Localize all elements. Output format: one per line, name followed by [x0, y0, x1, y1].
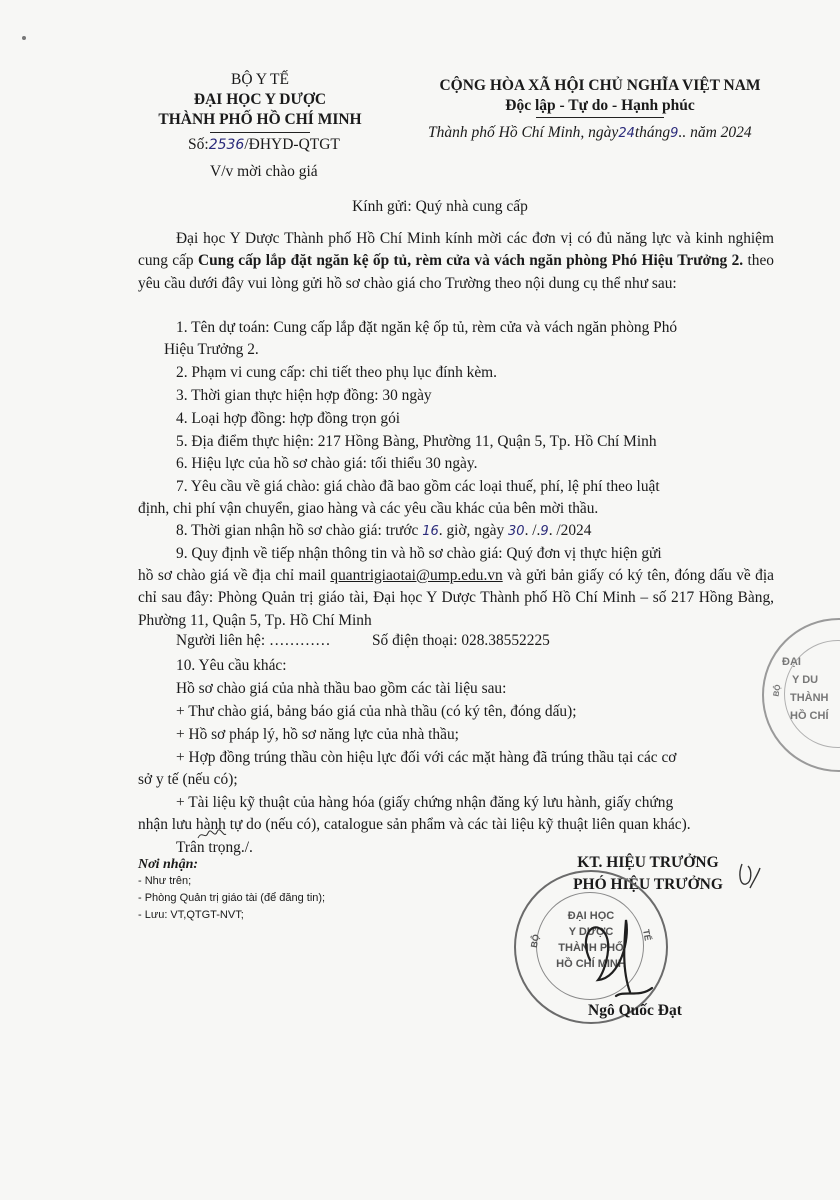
- bullet-4: + Tài liệu kỹ thuật của hàng hóa (giấy chứng nhận đăng ký lưu hành, giấy chứng: [176, 794, 674, 811]
- signature-line2: PHÓ HIỆU TRƯỞNG: [573, 876, 723, 893]
- seal-text-line4: HỒ CHÍ MINH: [556, 958, 626, 970]
- handwritten-signature: [560, 900, 670, 1010]
- national-motto: Độc lập - Tự do - Hạnh phúc: [505, 97, 695, 114]
- recipient-3: - Lưu: VT,QTGT-NVT;: [138, 909, 244, 921]
- signer-name: Ngô Quốc Đạt: [588, 1002, 682, 1019]
- item-10-intro: Hồ sơ chào giá của nhà thầu bao gồm các tài liệu sau:: [176, 680, 507, 697]
- contact-person: Người liên hệ: …………: [176, 632, 331, 649]
- item-8-mid: . giờ, ngày: [438, 522, 505, 539]
- intro-text-before: Đại học Y Dược Thành phố Hồ Chí Minh kính mời các đơn vị có đủ năng lực và kinh nghiệm cung cấp: [138, 230, 774, 270]
- doc-number-handwritten: 2536: [208, 137, 245, 153]
- side-seal-line4: HỒ CHÍ: [790, 710, 829, 722]
- intro-paragraph: [138, 228, 774, 295]
- side-seal-bo: BỘ: [771, 683, 783, 698]
- item-8-month-handwritten: 9: [540, 524, 549, 539]
- header-right: [420, 76, 780, 116]
- side-seal-line3: THÀNH: [790, 692, 829, 704]
- bullet-3: + Hợp đồng trúng thầu còn hiệu lực đối với các mặt hàng đã trúng thầu tại các cơ: [176, 749, 677, 766]
- contact-phone: Số điện thoại: 028.38552225: [372, 632, 550, 649]
- item-8-sep: . /.: [524, 522, 541, 539]
- recipient-1: - Như trên;: [138, 875, 192, 887]
- date-month-label: tháng: [634, 124, 671, 141]
- side-seal-line1: ĐẠI: [782, 656, 801, 668]
- corner-mark: [22, 36, 26, 40]
- doc-number-suffix: /ĐHYD-QTGT: [244, 136, 340, 153]
- intro-bold-subject: Cung cấp lắp đặt ngăn kệ ốp tủ, rèm cửa và vách ngăn phòng Phó Hiệu Trưởng 2.: [197, 252, 744, 270]
- item-8-suffix: . /2024: [548, 522, 592, 539]
- doc-number-prefix: Số:: [188, 136, 209, 153]
- closing-line: Trân trọng./.: [176, 839, 253, 856]
- email-link[interactable]: quantrigiaotai@ump.edu.vn: [330, 567, 503, 584]
- seal-text-bo: BỘ: [528, 933, 542, 949]
- recipients-title: Nơi nhận:: [138, 857, 199, 872]
- motto-underline: [536, 117, 664, 118]
- university-name-line1: ĐẠI HỌC Y DƯỢC: [193, 91, 327, 108]
- university-name-line2: THÀNH PHỐ HỒ CHÍ MINH: [158, 111, 362, 128]
- date-day-handwritten: 24: [618, 126, 635, 141]
- item-7: 7. Yêu cầu về giá chào: giá chào đã bao gồm các loại thuế, phí, lệ phí theo luật: [176, 478, 660, 495]
- item-5: 5. Địa điểm thực hiện: 217 Hồng Bàng, Phường 11, Quận 5, Tp. Hồ Chí Minh: [176, 433, 657, 450]
- item-6: 6. Hiệu lực của hồ sơ chào giá: tối thiểu 30 ngày.: [176, 455, 478, 472]
- seal-text-line2: Y DƯỢC: [568, 926, 614, 938]
- date-month-handwritten: 9: [670, 126, 679, 141]
- bullet-2: + Hồ sơ pháp lý, hồ sơ năng lực của nhà thầu;: [176, 726, 459, 743]
- item-7-continued: định, chi phí vận chuyển, giao hàng và các yêu cầu khác của bên mời thầu.: [138, 500, 599, 517]
- item-8-day-handwritten: 30: [508, 524, 525, 539]
- item-8-hour-handwritten: 16: [422, 524, 439, 539]
- bullet-3-continued: sở y tế (nếu có);: [138, 771, 238, 788]
- bullet-4-continued: nhận lưu hành tự do (nếu có), catalogue sản phẩm và các tài liệu kỹ thuật liên quan khác).: [138, 816, 691, 833]
- signature-line1: KT. HIỆU TRƯỞNG: [577, 854, 719, 871]
- document-date: [428, 124, 752, 142]
- item-9-continued: [138, 565, 774, 632]
- date-year: .. năm 2024: [678, 124, 752, 141]
- item-3: 3. Thời gian thực hiện hợp đồng: 30 ngày: [176, 387, 432, 404]
- item-2: 2. Phạm vi cung cấp: chi tiết theo phụ lục đính kèm.: [176, 364, 498, 381]
- item-9: 9. Quy định về tiếp nhận thông tin và hồ sơ chào giá: Quý đơn vị thực hiện gửi: [176, 545, 662, 562]
- item-10: 10. Yêu cầu khác:: [176, 657, 287, 674]
- ministry-name: BỘ Y TẾ: [231, 71, 289, 88]
- item-1-continued: Hiệu Trưởng 2.: [164, 341, 259, 358]
- recipients-block: [138, 856, 325, 924]
- header-left: [140, 70, 380, 130]
- item-4: 4. Loại hợp đồng: hợp đồng trọn gói: [176, 410, 401, 427]
- nation-name: CỘNG HÒA XÃ HỘI CHỦ NGHĨA VIỆT NAM: [439, 77, 761, 94]
- side-seal-line2: Y DU: [792, 674, 819, 686]
- recipient-line: Kính gửi: Quý nhà cung cấp: [352, 198, 528, 215]
- item-1: 1. Tên dự toán: Cung cấp lắp đặt ngăn kệ ốp tủ, rèm cửa và vách ngăn phòng Phó: [176, 319, 678, 336]
- recipient-2: - Phòng Quản trị giáo tài (để đăng tin);: [138, 892, 326, 904]
- item-8-prefix: 8. Thời gian nhận hồ sơ chào giá: trước: [176, 522, 419, 539]
- seal-text-te: TẾ: [641, 928, 653, 942]
- seal-text-line3: THÀNH PHỐ: [558, 942, 624, 954]
- intro-text-after: theo yêu cầu dưới đây vui lòng gửi hồ sơ chào giá cho Trường theo nội dung cụ thể như sau:: [138, 252, 774, 292]
- item-9-text-after: và gửi bản giấy có ký tên, đóng dấu về địa chỉ sau đây: Phòng Quản trị giáo tài, Đại học Y Dược Thành phố Hồ Chí Minh – số 217 Hồng Bàng, Phường 11, Quận 5, Tp. Hồ Chí Minh: [138, 567, 774, 629]
- item-9-text-before: hồ sơ chào giá về địa chỉ mail: [138, 567, 331, 584]
- date-prefix: Thành phố Hồ Chí Minh, ngày: [428, 124, 619, 141]
- header-left-underline: [210, 132, 310, 133]
- bullet-1: + Thư chào giá, bảng báo giá của nhà thầu (có ký tên, đóng dấu);: [176, 703, 577, 720]
- document-subject: V/v mời chào giá: [210, 163, 318, 180]
- signature-initials: [732, 860, 762, 894]
- seal-text-line1: ĐẠI HỌC: [567, 910, 615, 922]
- document-number: [188, 136, 340, 154]
- item-8: [176, 520, 774, 543]
